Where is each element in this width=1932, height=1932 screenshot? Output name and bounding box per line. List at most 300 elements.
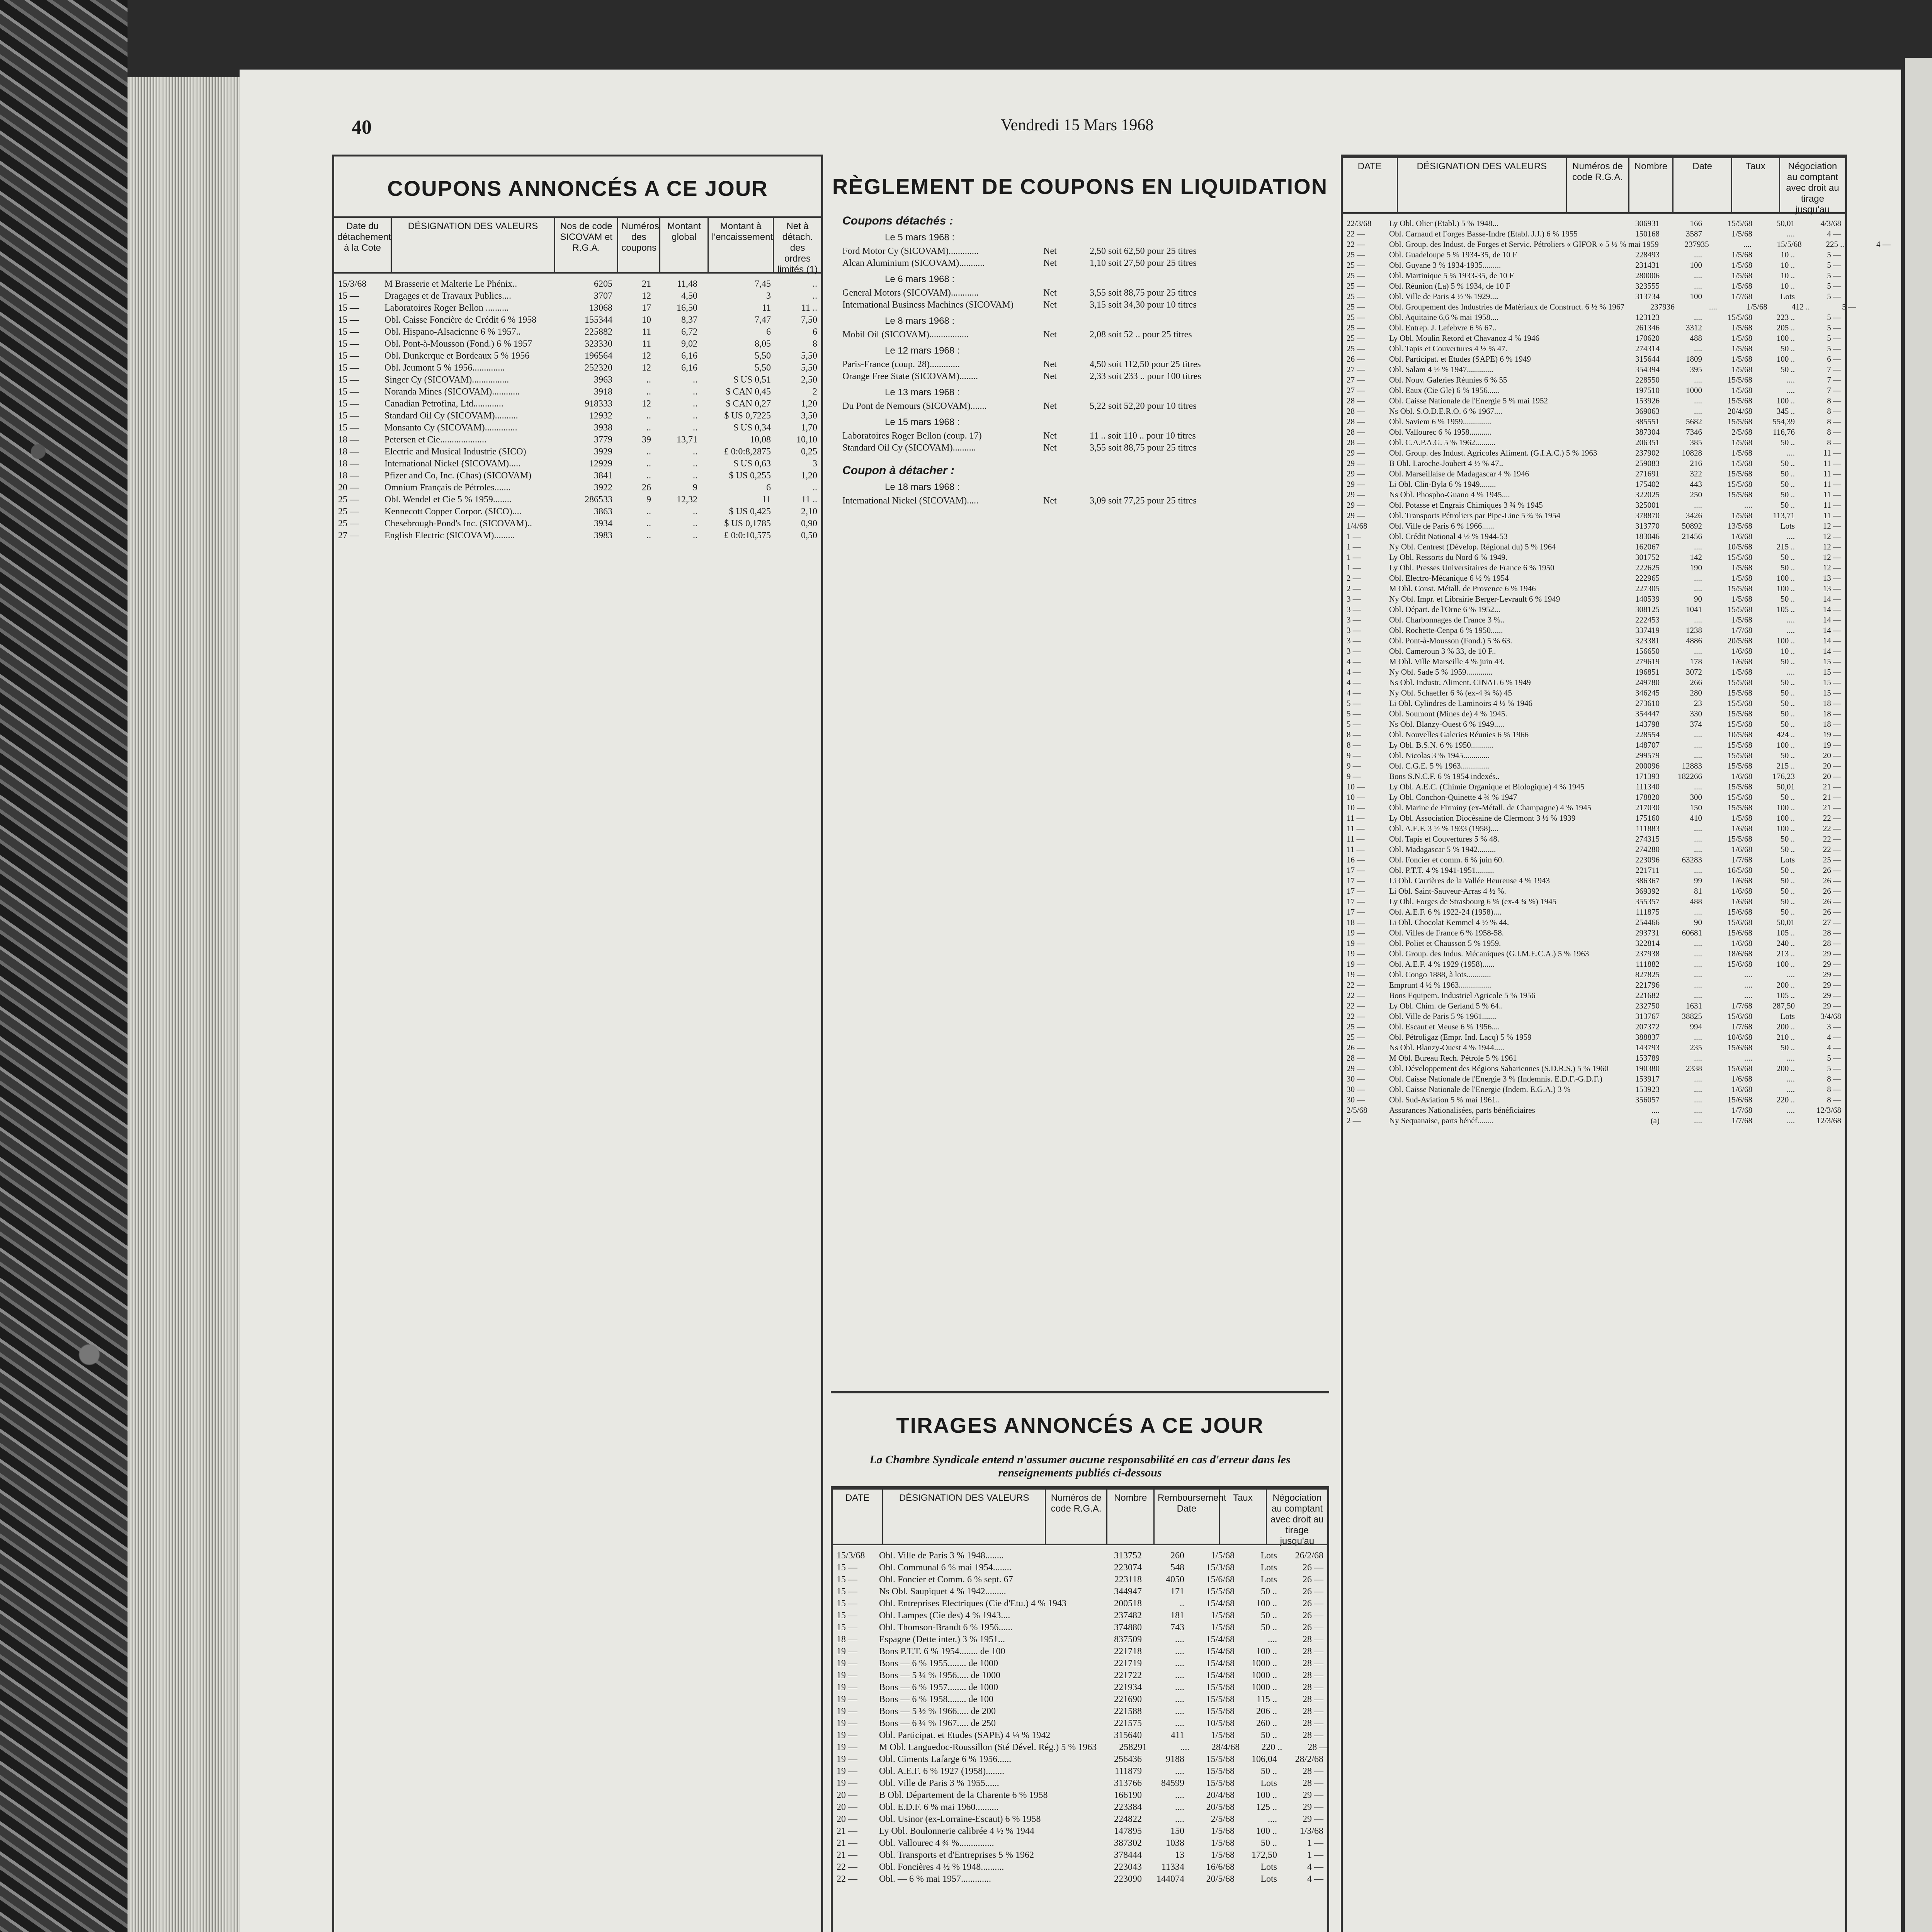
- cell-n: Singer Cy (SICOVAM)................: [384, 375, 509, 385]
- cell-d: 15 —: [338, 339, 359, 349]
- cell-tx: ....: [1787, 1053, 1795, 1063]
- cell-n: Obl. Vallourec 6 % 1958...........: [1389, 427, 1492, 437]
- cell-code: 279619: [1635, 657, 1660, 666]
- cell-nb: 142: [1690, 553, 1702, 562]
- cell-nb: 411: [1170, 1730, 1184, 1740]
- cell-neg: 19 —: [1823, 740, 1841, 750]
- cell-d: 22 —: [837, 1862, 857, 1872]
- cell-nb: 9188: [1166, 1754, 1184, 1764]
- cell-neg: 4 —: [1307, 1874, 1323, 1884]
- table-row: [837, 1550, 1323, 1562]
- cell-neg: 4 —: [1827, 1043, 1841, 1052]
- cell-nb: 330: [1690, 709, 1702, 718]
- table-row: [1347, 260, 1841, 270]
- cell-cp: ..: [646, 471, 651, 481]
- page-number: 40: [352, 116, 372, 138]
- cell-d: 25 —: [1347, 302, 1365, 311]
- cell-me: 5,50: [755, 351, 771, 361]
- cell-d: 5 —: [1347, 699, 1361, 708]
- cell-code: 237936: [1650, 302, 1675, 311]
- cell-d: 3 —: [1347, 636, 1361, 645]
- cell-neg: 8 —: [1827, 417, 1841, 426]
- table-row: [1347, 928, 1841, 938]
- cell-cp: 12: [642, 291, 651, 301]
- table-row: [338, 302, 817, 314]
- cell-rd: ....: [1744, 980, 1752, 990]
- cell-nb: 50892: [1682, 521, 1702, 531]
- tirages-title: TIRAGES ANNONCÉS A CE JOUR: [896, 1413, 1264, 1437]
- cell-cp: 9: [646, 495, 651, 505]
- cell-code: 293731: [1635, 928, 1660, 937]
- cell-code: 3779: [594, 435, 612, 445]
- cell-neg: 8 —: [1827, 1074, 1841, 1083]
- cell-rd: 15/5/68: [1727, 688, 1752, 697]
- list-item: [842, 299, 1329, 311]
- table-row: [1347, 458, 1841, 469]
- table-row: [338, 458, 817, 470]
- cell-nb: 2338: [1686, 1064, 1702, 1073]
- cell-tx: 50 ..: [1781, 719, 1795, 729]
- cell-neg: 4 —: [1307, 1862, 1323, 1872]
- cell-nb: ....: [1694, 949, 1702, 958]
- cell-d: 2 —: [1347, 1116, 1361, 1125]
- cell-nb: 395: [1690, 365, 1702, 374]
- cell-d: 25 —: [1347, 1032, 1365, 1042]
- cell-d: 25 —: [1347, 260, 1365, 270]
- table-row: [1347, 938, 1841, 949]
- table-row: [338, 434, 817, 446]
- cell-tx: 100 ..: [1776, 573, 1795, 583]
- cell-neg: 28 —: [1823, 939, 1841, 948]
- reglement-type: Net: [1043, 443, 1057, 453]
- cell-neg: 28 —: [1303, 1646, 1323, 1656]
- cell-n: Obl. Foncier et Comm. 6 % sept. 67: [879, 1575, 1013, 1585]
- table-row: [1347, 896, 1841, 907]
- cell-code: 225882: [585, 327, 612, 337]
- cell-code: 313770: [1635, 521, 1660, 531]
- cell-neg: 14 —: [1823, 605, 1841, 614]
- table-row: [837, 1730, 1323, 1742]
- cell-d: 15 —: [837, 1622, 857, 1633]
- cell-neg: 28 —: [1303, 1634, 1323, 1645]
- cell-rd: 1/5/68: [1731, 260, 1752, 270]
- cell-mg: 8,37: [681, 315, 697, 325]
- cell-rd: 10/5/68: [1727, 542, 1752, 551]
- page-date: Vendredi 15 Mars 1968: [1001, 116, 1154, 134]
- cell-d: 28 —: [1347, 417, 1365, 426]
- cell-neg: 5 —: [1827, 250, 1841, 259]
- cell-neg: 4 —: [1827, 1032, 1841, 1042]
- cell-tx: 50 ..: [1781, 866, 1795, 875]
- cell-n: Obl. Tapis et Couvertures 5 % 48.: [1389, 834, 1500, 844]
- cell-tx: Lots: [1260, 1874, 1277, 1884]
- cell-nb: ....: [1694, 1095, 1702, 1104]
- cell-nb: ....: [1694, 1032, 1702, 1042]
- cell-d: 11 —: [1347, 845, 1365, 854]
- cell-d: 27 —: [1347, 375, 1365, 384]
- cell-n: Ly Obl. Presses Universitaires de France 6 % 1950: [1389, 563, 1554, 572]
- cell-nb: 443: [1690, 480, 1702, 489]
- cell-cp: 12: [642, 351, 651, 361]
- cell-cp: ..: [646, 507, 651, 517]
- cell-d: 20 —: [338, 483, 359, 493]
- table-row: [837, 1861, 1323, 1873]
- cell-tx: 50 ..: [1781, 344, 1795, 353]
- table-row: [1347, 656, 1841, 667]
- cell-code: 223118: [1114, 1575, 1142, 1585]
- cell-code: 111875: [1636, 907, 1660, 917]
- cell-n: Obl. Tapis et Couvertures 4 ½ % 47.: [1389, 344, 1508, 353]
- cell-d: 15 —: [338, 351, 359, 361]
- table-row: [1347, 782, 1841, 792]
- cell-d: 4 —: [1347, 657, 1361, 666]
- cell-code: 143793: [1635, 1043, 1660, 1052]
- cell-rd: 15/5/68: [1727, 719, 1752, 729]
- cell-nb: 90: [1694, 594, 1702, 604]
- cell-rd: 15/5/68: [1727, 782, 1752, 791]
- table-row: [1347, 396, 1841, 406]
- table-row: [338, 362, 817, 374]
- cell-code: 217030: [1635, 803, 1660, 812]
- cell-neg: 4 —: [1876, 240, 1891, 249]
- table-row: [1347, 771, 1841, 782]
- table-row: [837, 1610, 1323, 1622]
- cell-neg: 5 —: [1827, 1053, 1841, 1063]
- cell-nb: ....: [1694, 751, 1702, 760]
- cell-n: Omnium Français de Pétroles.......: [384, 483, 511, 493]
- cell-rd: 1/7/68: [1731, 292, 1752, 301]
- cell-net: 2: [813, 387, 817, 397]
- tirages-table: [833, 1545, 1327, 1890]
- cell-n: Obl. Caisse Foncière de Crédit 6 % 1958: [384, 315, 537, 325]
- cell-n: Obl. — 6 % mai 1957.............: [879, 1874, 991, 1884]
- cell-code: 200518: [1114, 1599, 1142, 1609]
- cell-neg: 15 —: [1823, 678, 1841, 687]
- cell-rd: 15/6/68: [1727, 918, 1752, 927]
- cell-nb: ....: [1694, 542, 1702, 551]
- cell-rd: 15/5/68: [1727, 469, 1752, 478]
- cell-d: 19 —: [837, 1682, 857, 1692]
- cell-n: Obl. E.D.F. 6 % mai 1960..........: [879, 1802, 999, 1812]
- cell-d: 17 —: [1347, 907, 1365, 917]
- cell-tx: 50 ..: [1781, 500, 1795, 510]
- cell-me: $ US 0,255: [729, 471, 771, 481]
- cell-net: ..: [813, 291, 817, 301]
- cell-tx: 50 ..: [1261, 1587, 1277, 1597]
- cell-n: Obl. Poliet et Chausson 5 % 1959.: [1389, 939, 1501, 948]
- cell-n: Kennecott Copper Corpor. (SICO)....: [384, 507, 522, 517]
- cell-d: 15/3/68: [338, 279, 367, 289]
- cell-neg: 11 —: [1823, 480, 1841, 489]
- cell-net: 8: [813, 339, 817, 349]
- cell-nb: 1038: [1166, 1838, 1184, 1848]
- cell-neg: 11 —: [1823, 490, 1841, 499]
- cell-rd: 1/6/68: [1731, 939, 1752, 948]
- column-header: Taux: [1732, 158, 1780, 212]
- table-row: [837, 1706, 1323, 1718]
- cell-neg: 28 —: [1303, 1766, 1323, 1776]
- cell-neg: 7 —: [1827, 375, 1841, 384]
- cell-rd: 20/4/68: [1727, 406, 1752, 416]
- cell-tx: 100 ..: [1776, 803, 1795, 812]
- cell-rd: 1/5/68: [1211, 1611, 1235, 1621]
- cell-tx: 100 ..: [1776, 636, 1795, 645]
- cell-d: 27 —: [1347, 386, 1365, 395]
- cell-mg: ..: [693, 531, 697, 541]
- cell-d: 2 —: [1347, 584, 1361, 593]
- cell-code: 12929: [589, 459, 612, 469]
- cell-rd: 15/3/68: [1206, 1563, 1235, 1573]
- cell-d: 25 —: [1347, 292, 1365, 301]
- cell-tx: 100 ..: [1256, 1790, 1277, 1800]
- cell-code: 190380: [1635, 1064, 1660, 1073]
- coupons-table: [334, 274, 821, 546]
- cell-nb: 374: [1690, 719, 1702, 729]
- table-row: [1347, 354, 1841, 364]
- column-header: Numéros de code R.G.A.: [1046, 1490, 1107, 1544]
- cell-neg: 12/3/68: [1816, 1105, 1841, 1115]
- cell-neg: 5 —: [1827, 323, 1841, 332]
- cell-tx: ....: [1787, 1105, 1795, 1115]
- cell-net: 6: [813, 327, 817, 337]
- cell-me: $ CAN 0,27: [726, 399, 771, 409]
- cell-cp: 39: [642, 435, 651, 445]
- cell-n: Obl. Ville de Paris 3 % 1948........: [879, 1551, 1004, 1561]
- table-row: [1347, 667, 1841, 677]
- column-header: Remboursement Date: [1155, 1490, 1220, 1544]
- tirages-frame: [831, 1486, 1329, 1932]
- next-page-edge: [1905, 58, 1932, 1932]
- cell-n: Obl. Saviem 6 % 1959..............: [1389, 417, 1492, 426]
- cell-code: 254466: [1635, 918, 1660, 927]
- cell-neg: 29 —: [1823, 959, 1841, 969]
- cell-code: 259083: [1635, 459, 1660, 468]
- cell-tx: 50 ..: [1781, 678, 1795, 687]
- table-row: [1347, 855, 1841, 865]
- cell-neg: 5 —: [1827, 313, 1841, 322]
- cell-n: Obl. Martinique 5 % 1933-35, de 10 F: [1389, 271, 1514, 280]
- cell-code: 224822: [1114, 1814, 1142, 1824]
- table-row: [837, 1622, 1323, 1634]
- cell-nb: ....: [1694, 866, 1702, 875]
- cell-d: 29 —: [1347, 500, 1365, 510]
- cell-d: 15 —: [338, 303, 359, 313]
- column-header: Taux: [1220, 1490, 1267, 1544]
- cell-tx: 50,01: [1776, 219, 1795, 228]
- cell-d: 25 —: [1347, 333, 1365, 343]
- cell-d: 3 —: [1347, 605, 1361, 614]
- cell-n: Bons — 5 ¼ % 1956..... de 1000: [879, 1670, 1000, 1680]
- cell-me: £ 0:0:10,575: [724, 531, 771, 541]
- cell-nb: ....: [1694, 740, 1702, 750]
- table-row: [837, 1658, 1323, 1670]
- reglement-name: Ford Motor Cy (SICOVAM).............: [842, 246, 979, 256]
- cell-neg: 3 —: [1827, 1022, 1841, 1031]
- reglement-panel: [831, 155, 1329, 1932]
- cell-neg: 20 —: [1823, 761, 1841, 770]
- cell-tx: 50 ..: [1781, 834, 1795, 844]
- cell-neg: 5 —: [1827, 292, 1841, 301]
- cell-n: Ly Obl. Forges de Strasbourg 6 % (ex-4 ¾ %) 1945: [1389, 897, 1557, 906]
- cell-code: 827825: [1635, 970, 1660, 979]
- cell-d: 1/4/68: [1347, 521, 1367, 531]
- cell-tx: 50 ..: [1781, 469, 1795, 478]
- cell-d: 8 —: [1347, 740, 1361, 750]
- cell-d: 15 —: [338, 399, 359, 409]
- table-row: [1347, 865, 1841, 876]
- cell-code: 280006: [1635, 271, 1660, 280]
- cell-nb: 235: [1690, 1043, 1702, 1052]
- cell-tx: 116,76: [1773, 427, 1795, 437]
- cell-rd: 15/5/68: [1727, 553, 1752, 562]
- cell-d: 30 —: [1347, 1095, 1365, 1104]
- table-row: [1347, 886, 1841, 896]
- cell-d: 10 —: [1347, 782, 1365, 791]
- table-row: [1347, 709, 1841, 719]
- table-row: [837, 1813, 1323, 1825]
- cell-cp: ..: [646, 423, 651, 433]
- cell-n: Ly Obl. A.E.C. (Chimie Organique et Biologique) 4 % 1945: [1389, 782, 1585, 791]
- table-row: [1347, 677, 1841, 688]
- cell-neg: 26 —: [1823, 897, 1841, 906]
- cell-d: 3 —: [1347, 646, 1361, 656]
- cell-n: Obl. Foncières 4 ½ % 1948..........: [879, 1862, 1004, 1872]
- cell-code: 299579: [1635, 751, 1660, 760]
- cell-code: 252320: [585, 363, 612, 373]
- cell-n: Ly Obl. Olier (Etabl.) 5 % 1948...: [1389, 219, 1498, 228]
- table-row: [1347, 1022, 1841, 1032]
- table-row: [837, 1646, 1323, 1658]
- cell-rd: 2/5/68: [1731, 427, 1752, 437]
- cell-nb: 12883: [1682, 761, 1702, 770]
- cell-n: Ly Obl. Chim. de Gerland 5 % 64..: [1389, 1001, 1503, 1010]
- cell-nb: 60681: [1682, 928, 1702, 937]
- cell-tx: 50 ..: [1261, 1611, 1277, 1621]
- cell-code: 3918: [594, 387, 612, 397]
- cell-nb: 743: [1170, 1622, 1184, 1633]
- cell-n: M Obl. Languedoc-Roussillon (Sté Dével. Rég.) 5 % 1963: [879, 1742, 1097, 1752]
- cell-n: Obl. Group. des Indust. Agricoles Aliment. (G.I.A.C.) 5 % 1963: [1389, 448, 1597, 457]
- cell-d: 25 —: [1347, 1022, 1365, 1031]
- cell-neg: 26 —: [1823, 866, 1841, 875]
- cell-code: 322814: [1635, 939, 1660, 948]
- cell-n: Obl. C.G.E. 5 % 1963..............: [1389, 761, 1489, 770]
- cell-d: 15 —: [837, 1599, 857, 1609]
- reglement-date: Le 6 mars 1968 :: [885, 274, 955, 284]
- cell-code: 369392: [1635, 886, 1660, 896]
- table-row: [1347, 636, 1841, 646]
- table-row: [1347, 333, 1841, 344]
- cell-d: 19 —: [837, 1730, 857, 1740]
- cell-d: 1 —: [1347, 563, 1361, 572]
- table-row: [1347, 1063, 1841, 1074]
- cell-neg: 29 —: [1823, 980, 1841, 990]
- cell-tx: 100 ..: [1776, 740, 1795, 750]
- cell-mg: ..: [693, 423, 697, 433]
- cell-tx: 105 ..: [1776, 991, 1795, 1000]
- cell-tx: 50 ..: [1261, 1730, 1277, 1740]
- cell-cp: ..: [646, 387, 651, 397]
- cell-n: Ly Obl. Conchon-Quinette 4 ¾ % 1947: [1389, 793, 1517, 802]
- cell-d: 11 —: [1347, 813, 1365, 823]
- table-row: [338, 530, 817, 542]
- cell-d: 26 —: [1347, 1043, 1365, 1052]
- cell-rd: 20/4/68: [1206, 1790, 1235, 1800]
- cell-neg: 12 —: [1823, 542, 1841, 551]
- cell-net: 3,50: [801, 411, 817, 421]
- cell-n: Obl. P.T.T. 4 % 1941-1951.........: [1389, 866, 1494, 875]
- cell-d: 29 —: [1347, 459, 1365, 468]
- cell-neg: 28 —: [1303, 1682, 1323, 1692]
- cell-d: 4 —: [1347, 678, 1361, 687]
- cell-code: 228493: [1635, 250, 1660, 259]
- cell-neg: 26 —: [1823, 886, 1841, 896]
- cell-d: 25 —: [338, 495, 359, 505]
- cell-rd: 15/5/68: [1727, 417, 1752, 426]
- cell-tx: 100 ..: [1776, 584, 1795, 593]
- cell-nb: 181: [1170, 1611, 1184, 1621]
- tirages-cont-table: [1343, 214, 1891, 1131]
- cell-code: 323381: [1635, 636, 1660, 645]
- table-row: [837, 1801, 1323, 1813]
- table-row: [1347, 730, 1841, 740]
- cell-me: 5,50: [755, 363, 771, 373]
- cell-code: 222625: [1635, 563, 1660, 572]
- cell-code: 344947: [1114, 1587, 1142, 1597]
- reglement-value: 1,10 soit 27,50 pour 25 titres: [1090, 258, 1197, 268]
- cell-net: 2,50: [801, 375, 817, 385]
- cell-code: 156650: [1635, 646, 1660, 656]
- cell-tx: 225 ..: [1826, 240, 1844, 249]
- cell-d: 10 —: [1347, 803, 1365, 812]
- table-row: [1347, 490, 1841, 500]
- cell-n: Obl. Caisse Nationale de l'Energie 5 % mai 1952: [1389, 396, 1548, 405]
- cell-rd: 1/5/68: [1731, 594, 1752, 604]
- cell-d: 2/5/68: [1347, 1105, 1367, 1115]
- cell-neg: 14 —: [1823, 615, 1841, 624]
- cell-mg: ..: [693, 447, 697, 457]
- cell-n: Obl. Jeumont 5 % 1956..............: [384, 363, 505, 373]
- cell-tx: 50 ..: [1261, 1622, 1277, 1633]
- cell-cp: ..: [646, 531, 651, 541]
- cell-tx: Lots: [1260, 1778, 1277, 1788]
- cell-neg: 28 —: [1303, 1670, 1323, 1680]
- cell-tx: 10 ..: [1781, 250, 1795, 259]
- cell-rd: 10/6/68: [1727, 1032, 1752, 1042]
- cell-n: English Electric (SICOVAM).........: [384, 531, 515, 541]
- cell-rd: 1/5/68: [1211, 1622, 1235, 1633]
- cell-neg: 20 —: [1823, 772, 1841, 781]
- cell-rd: 15/5/68: [1727, 751, 1752, 760]
- cell-n: Obl. Communal 6 % mai 1954........: [879, 1563, 1012, 1573]
- reglement-value: 11 .. soit 110 .. pour 10 titres: [1090, 431, 1196, 441]
- cell-code: 123123: [1635, 313, 1660, 322]
- cell-code: 222453: [1635, 615, 1660, 624]
- cell-neg: 28 —: [1303, 1730, 1323, 1740]
- cell-nb: 182266: [1678, 772, 1702, 781]
- table-row: [1347, 1116, 1841, 1126]
- cell-rd: 1/5/68: [1211, 1826, 1235, 1836]
- cell-n: Li Obl. Clin-Byla 6 % 1949........: [1389, 480, 1496, 489]
- cell-me: $ US 0,51: [733, 375, 771, 385]
- cell-d: 25 —: [1347, 323, 1365, 332]
- cell-code: 378870: [1635, 511, 1660, 520]
- cell-nb: 100: [1690, 260, 1702, 270]
- cell-nb: ....: [1694, 824, 1702, 833]
- cell-rd: 1/7/68: [1731, 626, 1752, 635]
- cell-code: 3929: [594, 447, 612, 457]
- cell-tx: 412 ..: [1791, 302, 1810, 311]
